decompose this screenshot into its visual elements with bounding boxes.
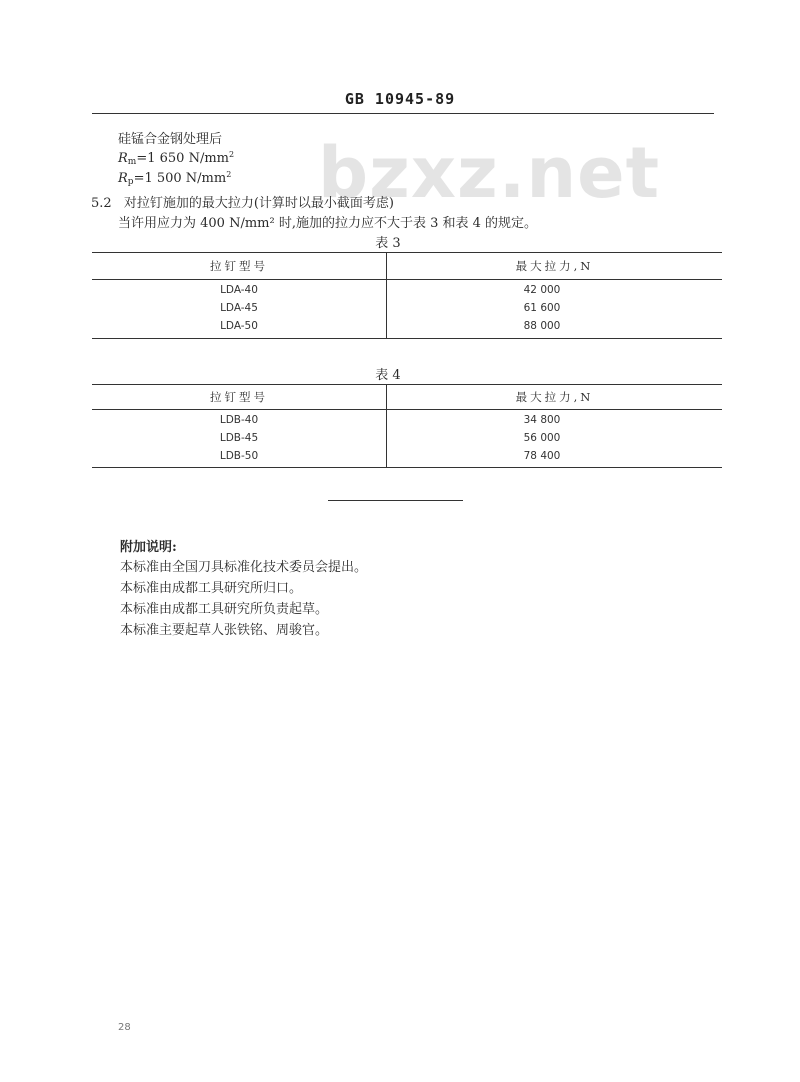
table3-header-force: 最大拉力,N bbox=[515, 259, 594, 273]
rp-value: =1 500 N/mm bbox=[133, 171, 227, 186]
table4-cell-force: 78 400 bbox=[523, 450, 561, 462]
rp-subscript: p bbox=[127, 177, 134, 187]
note-item: 本标准由成都工具研究所负责起草。 bbox=[120, 602, 329, 617]
rm-subscript: m bbox=[127, 157, 137, 167]
standard-code-header: GB 10945-89 bbox=[344, 90, 456, 108]
end-separator bbox=[328, 500, 463, 501]
rm-formula bbox=[118, 150, 234, 167]
table4-header-force: 最大拉力,N bbox=[515, 390, 594, 404]
table3-cell-force: 88 000 bbox=[523, 320, 561, 332]
notes-title: 附加说明: bbox=[120, 540, 177, 555]
table4-cell-force: 34 800 bbox=[523, 414, 561, 426]
table4-top-rule bbox=[92, 384, 722, 385]
watermark: bzxz.net bbox=[318, 132, 661, 214]
table3-cell-force: 42 000 bbox=[523, 284, 561, 296]
table3-cell-model: LDA-50 bbox=[220, 320, 258, 332]
rm-value: =1 650 N/mm bbox=[136, 151, 229, 166]
rm-symbol: R bbox=[118, 151, 128, 166]
section-title: 对拉钉施加的最大拉力(计算时以最小截面考虑) bbox=[123, 196, 394, 211]
note-item: 本标准主要起草人张铁铭、周骏官。 bbox=[120, 623, 329, 638]
table4-header-rule bbox=[92, 409, 722, 410]
table3-top-rule bbox=[92, 252, 722, 253]
table3-bottom-rule bbox=[92, 338, 722, 339]
table3-cell-model: LDA-40 bbox=[220, 284, 258, 296]
table4-caption: 表 4 bbox=[375, 368, 401, 383]
table4-cell-force: 56 000 bbox=[523, 432, 561, 444]
header-rule bbox=[92, 113, 714, 114]
page-number: 28 bbox=[118, 1022, 131, 1033]
rm-superscript: 2 bbox=[229, 150, 235, 159]
table3-header-model: 拉钉型号 bbox=[210, 259, 268, 273]
rp-superscript: 2 bbox=[226, 170, 232, 179]
table4-cell-model: LDB-50 bbox=[219, 450, 259, 462]
table3-caption: 表 3 bbox=[375, 236, 401, 251]
section-number: 5.2 bbox=[91, 196, 112, 211]
section-heading bbox=[91, 192, 394, 211]
section-body: 当许用应力为 400 N/mm² 时,施加的拉力应不大于表 3 和表 4 的规定。 bbox=[118, 216, 538, 231]
table4-cell-model: LDB-40 bbox=[219, 414, 259, 426]
table4-bottom-rule bbox=[92, 467, 722, 468]
intro-line: 硅锰合金钢处理后 bbox=[118, 132, 223, 147]
table3-header-rule bbox=[92, 279, 722, 280]
note-item: 本标准由成都工具研究所归口。 bbox=[120, 581, 303, 596]
table3-cell-model: LDA-45 bbox=[220, 302, 258, 314]
table4-cell-model: LDB-45 bbox=[219, 432, 259, 444]
table4-header-model: 拉钉型号 bbox=[210, 390, 268, 404]
table3-cell-force: 61 600 bbox=[523, 302, 561, 314]
note-item: 本标准由全国刀具标准化技术委员会提出。 bbox=[120, 560, 368, 575]
rp-formula bbox=[118, 170, 231, 187]
rp-symbol: R bbox=[118, 171, 128, 186]
